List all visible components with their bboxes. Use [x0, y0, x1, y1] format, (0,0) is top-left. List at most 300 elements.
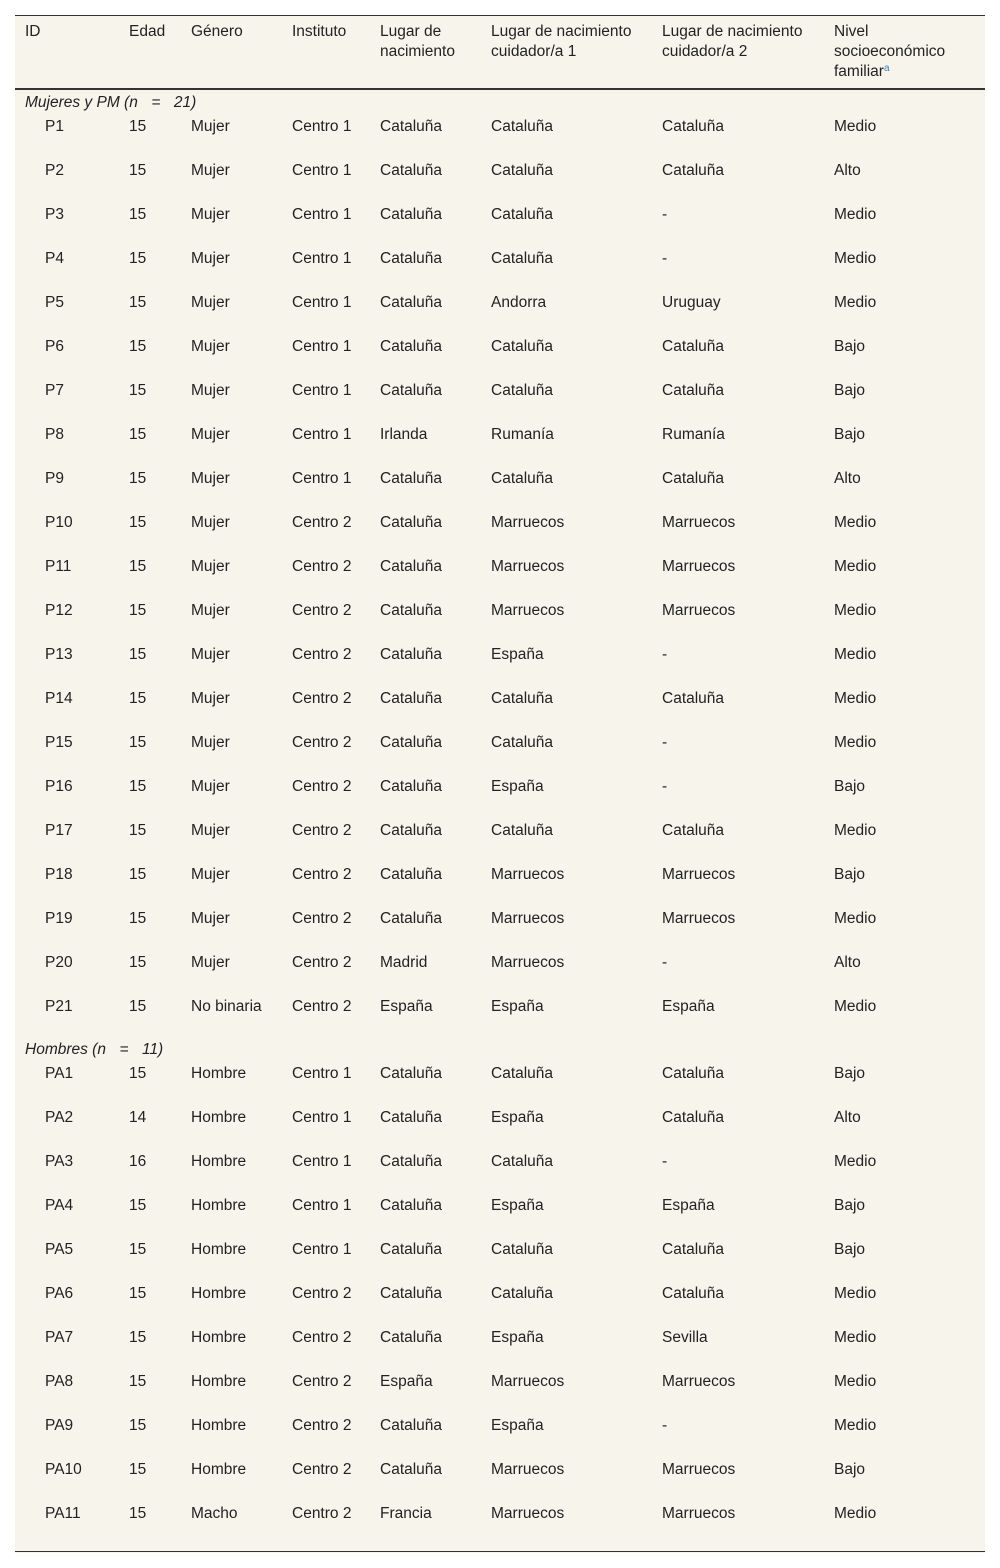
cell-id: P16: [45, 778, 73, 795]
cell-lugar-nacimiento: Madrid: [380, 954, 428, 971]
cell-instituto: Centro 2: [292, 778, 352, 795]
cell-edad: 15: [129, 1329, 147, 1346]
cell-edad: 15: [129, 162, 147, 179]
table-row: [15, 1368, 985, 1412]
cell-nivel: Medio: [834, 822, 877, 839]
cell-cuidador-1: España: [491, 1109, 544, 1126]
cell-cuidador-1: Marruecos: [491, 1373, 565, 1390]
cell-cuidador-2: Uruguay: [662, 294, 721, 311]
cell-nivel: Medio: [834, 514, 877, 531]
cell-cuidador-1: Rumanía: [491, 426, 554, 443]
table-row: [15, 245, 985, 289]
cell-genero: Mujer: [191, 118, 230, 135]
table-row: [15, 1104, 985, 1148]
cell-edad: 15: [129, 778, 147, 795]
cell-cuidador-2: -: [662, 778, 668, 795]
cell-id: P21: [45, 998, 73, 1015]
cell-instituto: Centro 1: [292, 1065, 352, 1082]
cell-lugar-nacimiento: Cataluña: [380, 1241, 443, 1258]
cell-nivel: Alto: [834, 1109, 861, 1126]
cell-instituto: Centro 1: [292, 1153, 352, 1170]
header-lugar-nacimiento: Lugar de nacimiento: [370, 16, 481, 90]
cell-instituto: Centro 1: [292, 1109, 352, 1126]
cell-cuidador-2: Marruecos: [662, 558, 736, 575]
cell-cuidador-1: Cataluña: [491, 470, 554, 487]
cell-cuidador-2: -: [662, 250, 668, 267]
group-label: [15, 89, 985, 113]
header-edad: Edad: [119, 16, 181, 90]
cell-id: PA3: [45, 1153, 74, 1170]
cell-edad: 15: [129, 602, 147, 619]
footnote-link[interactable]: a: [883, 63, 890, 74]
cell-id: P18: [45, 866, 73, 883]
cell-nivel: Medio: [834, 1329, 877, 1346]
cell-lugar-nacimiento: Cataluña: [380, 1329, 443, 1346]
cell-instituto: Centro 2: [292, 558, 352, 575]
table-row: [15, 949, 985, 993]
cell-id: P5: [45, 294, 64, 311]
cell-edad: 15: [129, 382, 147, 399]
cell-lugar-nacimiento: Cataluña: [380, 1285, 443, 1302]
cell-cuidador-2: -: [662, 734, 668, 751]
table-row: [15, 1456, 985, 1500]
cell-cuidador-1: Cataluña: [491, 822, 554, 839]
cell-edad: 15: [129, 294, 147, 311]
cell-instituto: Centro 2: [292, 1329, 352, 1346]
cell-edad: 15: [129, 338, 147, 355]
cell-cuidador-1: Marruecos: [491, 866, 565, 883]
cell-edad: 16: [129, 1153, 147, 1170]
table-bottom-rule: [15, 1551, 985, 1552]
cell-id: P11: [45, 558, 72, 575]
cell-id: PA11: [45, 1505, 81, 1522]
table-row: [15, 1500, 985, 1544]
cell-genero: Macho: [191, 1505, 238, 1522]
cell-instituto: Centro 2: [292, 646, 352, 663]
cell-edad: 15: [129, 426, 147, 443]
cell-id: P20: [45, 954, 73, 971]
cell-instituto: Centro 2: [292, 910, 352, 927]
cell-lugar-nacimiento: Cataluña: [380, 206, 443, 223]
cell-genero: Mujer: [191, 294, 230, 311]
cell-nivel: Bajo: [834, 426, 866, 443]
cell-nivel: Medio: [834, 1417, 877, 1434]
cell-cuidador-2: Cataluña: [662, 1285, 725, 1302]
cell-genero: Hombre: [191, 1329, 247, 1346]
cell-instituto: Centro 1: [292, 470, 352, 487]
cell-genero: Hombre: [191, 1065, 247, 1082]
cell-genero: Mujer: [191, 338, 230, 355]
cell-instituto: Centro 1: [292, 162, 352, 179]
cell-nivel: Medio: [834, 558, 877, 575]
cell-cuidador-1: España: [491, 1329, 544, 1346]
cell-genero: Mujer: [191, 426, 230, 443]
cell-cuidador-1: Marruecos: [491, 1461, 565, 1478]
cell-cuidador-1: Marruecos: [491, 558, 565, 575]
cell-edad: 15: [129, 1417, 147, 1434]
cell-id: P8: [45, 426, 64, 443]
cell-nivel: Medio: [834, 998, 877, 1015]
cell-id: PA9: [45, 1417, 74, 1434]
cell-id: P10: [45, 514, 73, 531]
cell-edad: 14: [129, 1109, 147, 1126]
cell-id: PA4: [45, 1197, 74, 1214]
cell-instituto: Centro 2: [292, 1373, 352, 1390]
group-row: [15, 1037, 985, 1060]
cell-id: P17: [45, 822, 73, 839]
cell-nivel: Medio: [834, 1505, 877, 1522]
table-row: [15, 641, 985, 685]
cell-cuidador-2: Cataluña: [662, 822, 725, 839]
cell-cuidador-2: España: [662, 1197, 715, 1214]
cell-id: P7: [45, 382, 64, 399]
cell-genero: Mujer: [191, 206, 230, 223]
cell-nivel: Alto: [834, 162, 861, 179]
cell-genero: Mujer: [191, 910, 230, 927]
cell-cuidador-2: Cataluña: [662, 118, 725, 135]
cell-cuidador-1: Marruecos: [491, 1505, 565, 1522]
cell-genero: Hombre: [191, 1461, 247, 1478]
cell-cuidador-1: Cataluña: [491, 338, 554, 355]
cell-edad: 15: [129, 866, 147, 883]
cell-cuidador-1: Cataluña: [491, 162, 554, 179]
cell-cuidador-1: Cataluña: [491, 690, 554, 707]
cell-nivel: Bajo: [834, 1461, 866, 1478]
table-row: [15, 465, 985, 509]
cell-genero: Hombre: [191, 1241, 247, 1258]
cell-genero: Mujer: [191, 646, 230, 663]
cell-lugar-nacimiento: Cataluña: [380, 822, 443, 839]
table-row: [15, 553, 985, 597]
table-row: [15, 1324, 985, 1368]
cell-edad: 15: [129, 206, 147, 223]
cell-genero: Mujer: [191, 954, 230, 971]
cell-cuidador-1: Marruecos: [491, 954, 565, 971]
cell-lugar-nacimiento: Cataluña: [380, 646, 443, 663]
cell-cuidador-1: Cataluña: [491, 1241, 554, 1258]
cell-id: PA6: [45, 1285, 74, 1302]
cell-genero: Mujer: [191, 470, 230, 487]
cell-cuidador-2: Cataluña: [662, 470, 725, 487]
cell-lugar-nacimiento: España: [380, 998, 433, 1015]
cell-id: P15: [45, 734, 73, 751]
cell-cuidador-2: -: [662, 1417, 668, 1434]
table-row: [15, 1280, 985, 1324]
cell-cuidador-2: Rumanía: [662, 426, 725, 443]
cell-genero: Mujer: [191, 822, 230, 839]
cell-instituto: Centro 2: [292, 690, 352, 707]
cell-id: PA2: [45, 1109, 74, 1126]
cell-lugar-nacimiento: Cataluña: [380, 558, 443, 575]
cell-genero: Hombre: [191, 1153, 247, 1170]
header-nivel-socioeconomico: [824, 16, 985, 90]
table-row: [15, 861, 985, 905]
cell-lugar-nacimiento: Cataluña: [380, 250, 443, 267]
cell-cuidador-1: España: [491, 778, 544, 795]
cell-id: P13: [45, 646, 73, 663]
cell-cuidador-1: Cataluña: [491, 118, 554, 135]
cell-nivel: Medio: [834, 646, 877, 663]
cell-cuidador-1: España: [491, 646, 544, 663]
participants-table: [15, 15, 985, 1544]
cell-instituto: Centro 1: [292, 118, 352, 135]
cell-edad: 15: [129, 998, 147, 1015]
cell-cuidador-1: Cataluña: [491, 250, 554, 267]
cell-nivel: Alto: [834, 954, 861, 971]
cell-nivel: Medio: [834, 734, 877, 751]
cell-lugar-nacimiento: Cataluña: [380, 1417, 443, 1434]
cell-id: PA7: [45, 1329, 74, 1346]
cell-cuidador-1: Cataluña: [491, 382, 554, 399]
cell-cuidador-2: Cataluña: [662, 338, 725, 355]
cell-id: P4: [45, 250, 64, 267]
cell-genero: Mujer: [191, 558, 230, 575]
cell-instituto: Centro 1: [292, 294, 352, 311]
cell-lugar-nacimiento: Cataluña: [380, 1461, 443, 1478]
cell-cuidador-1: Andorra: [491, 294, 547, 311]
cell-id: P14: [45, 690, 73, 707]
cell-nivel: Bajo: [834, 1197, 866, 1214]
cell-instituto: Centro 2: [292, 866, 352, 883]
cell-cuidador-2: Marruecos: [662, 1373, 736, 1390]
cell-nivel: Bajo: [834, 338, 866, 355]
cell-genero: Mujer: [191, 866, 230, 883]
cell-cuidador-1: Marruecos: [491, 602, 565, 619]
cell-edad: 15: [129, 1065, 147, 1082]
cell-instituto: Centro 2: [292, 1417, 352, 1434]
cell-lugar-nacimiento: Cataluña: [380, 514, 443, 531]
group-label-prefix: Hombres (n: [25, 1040, 106, 1058]
cell-lugar-nacimiento: Cataluña: [380, 1109, 443, 1126]
table-row: [15, 333, 985, 377]
group-label-count: 21): [173, 93, 197, 111]
table-row: [15, 685, 985, 729]
table-row: [15, 421, 985, 465]
table-row: [15, 1192, 985, 1236]
cell-cuidador-2: -: [662, 1153, 668, 1170]
cell-edad: 15: [129, 470, 147, 487]
cell-edad: 15: [129, 910, 147, 927]
cell-genero: Hombre: [191, 1373, 247, 1390]
cell-genero: Mujer: [191, 162, 230, 179]
header-nivel-label: Nivel socioeconómico familiar: [834, 23, 946, 80]
cell-id: P6: [45, 338, 64, 355]
header-row: [15, 16, 985, 90]
cell-lugar-nacimiento: Cataluña: [380, 1153, 443, 1170]
table-row: [15, 1148, 985, 1192]
cell-nivel: Alto: [834, 470, 861, 487]
cell-edad: 15: [129, 734, 147, 751]
cell-cuidador-2: Cataluña: [662, 1109, 725, 1126]
cell-nivel: Medio: [834, 910, 877, 927]
cell-edad: 15: [129, 690, 147, 707]
cell-cuidador-1: España: [491, 998, 544, 1015]
cell-cuidador-1: Marruecos: [491, 514, 565, 531]
cell-nivel: Bajo: [834, 382, 866, 399]
cell-id: P12: [45, 602, 73, 619]
cell-nivel: Medio: [834, 602, 877, 619]
cell-cuidador-1: Cataluña: [491, 206, 554, 223]
cell-edad: 15: [129, 1373, 147, 1390]
group-label: [15, 1037, 985, 1060]
cell-lugar-nacimiento: Cataluña: [380, 602, 443, 619]
cell-lugar-nacimiento: Cataluña: [380, 338, 443, 355]
table-row: [15, 157, 985, 201]
cell-edad: 15: [129, 646, 147, 663]
cell-edad: 15: [129, 514, 147, 531]
cell-nivel: Bajo: [834, 778, 866, 795]
header-cuidador-1: Lugar de nacimiento cuidador/a 1: [481, 16, 652, 90]
cell-lugar-nacimiento: Cataluña: [380, 118, 443, 135]
cell-instituto: Centro 2: [292, 1505, 352, 1522]
cell-genero: Mujer: [191, 690, 230, 707]
cell-instituto: Centro 2: [292, 602, 352, 619]
cell-edad: 15: [129, 954, 147, 971]
cell-cuidador-2: Marruecos: [662, 1505, 736, 1522]
cell-cuidador-2: Marruecos: [662, 1461, 736, 1478]
table-row: [15, 509, 985, 553]
table-row: [15, 905, 985, 949]
cell-cuidador-1: España: [491, 1417, 544, 1434]
cell-edad: 15: [129, 1285, 147, 1302]
header-cuidador-2: Lugar de nacimiento cuidador/a 2: [652, 16, 824, 90]
cell-nivel: Medio: [834, 1285, 877, 1302]
cell-lugar-nacimiento: Cataluña: [380, 382, 443, 399]
cell-genero: Hombre: [191, 1417, 247, 1434]
table-row: [15, 817, 985, 861]
cell-id: PA1: [45, 1065, 74, 1082]
table-row: [15, 289, 985, 333]
cell-cuidador-2: Sevilla: [662, 1329, 708, 1346]
cell-id: P1: [45, 118, 64, 135]
cell-instituto: Centro 1: [292, 426, 352, 443]
cell-cuidador-2: Marruecos: [662, 866, 736, 883]
cell-id: P19: [45, 910, 73, 927]
cell-nivel: Bajo: [834, 1065, 866, 1082]
cell-lugar-nacimiento: Cataluña: [380, 470, 443, 487]
cell-lugar-nacimiento: Cataluña: [380, 162, 443, 179]
cell-nivel: Medio: [834, 690, 877, 707]
cell-lugar-nacimiento: Cataluña: [380, 734, 443, 751]
cell-edad: 15: [129, 558, 147, 575]
cell-cuidador-2: España: [662, 998, 715, 1015]
cell-cuidador-2: Cataluña: [662, 382, 725, 399]
group-row: [15, 89, 985, 113]
cell-genero: Mujer: [191, 734, 230, 751]
cell-instituto: Centro 2: [292, 1285, 352, 1302]
table-row: [15, 597, 985, 641]
cell-instituto: Centro 1: [292, 1197, 352, 1214]
group-label-prefix: Mujeres y PM (n: [25, 93, 138, 111]
cell-nivel: Medio: [834, 1153, 877, 1170]
cell-genero: Hombre: [191, 1109, 247, 1126]
cell-edad: 15: [129, 1197, 147, 1214]
cell-genero: Hombre: [191, 1197, 247, 1214]
cell-nivel: Medio: [834, 250, 877, 267]
cell-lugar-nacimiento: España: [380, 1373, 433, 1390]
cell-cuidador-2: -: [662, 646, 668, 663]
table-row: [15, 1412, 985, 1456]
cell-edad: 15: [129, 822, 147, 839]
cell-lugar-nacimiento: Cataluña: [380, 690, 443, 707]
group-label-equals: =: [119, 1040, 129, 1058]
cell-instituto: Centro 1: [292, 206, 352, 223]
cell-genero: Mujer: [191, 382, 230, 399]
cell-cuidador-2: -: [662, 206, 668, 223]
cell-id: PA10: [45, 1461, 82, 1478]
cell-id: PA5: [45, 1241, 74, 1258]
cell-cuidador-2: Cataluña: [662, 1241, 725, 1258]
cell-genero: Mujer: [191, 602, 230, 619]
cell-nivel: Bajo: [834, 1241, 866, 1258]
table-row: [15, 773, 985, 817]
cell-edad: 15: [129, 118, 147, 135]
cell-genero: Hombre: [191, 1285, 247, 1302]
cell-cuidador-2: Cataluña: [662, 1065, 725, 1082]
cell-lugar-nacimiento: Cataluña: [380, 1065, 443, 1082]
cell-instituto: Centro 2: [292, 734, 352, 751]
cell-instituto: Centro 1: [292, 382, 352, 399]
cell-nivel: Medio: [834, 118, 877, 135]
cell-instituto: Centro 1: [292, 1241, 352, 1258]
cell-id: P9: [45, 470, 64, 487]
cell-edad: 15: [129, 250, 147, 267]
cell-edad: 15: [129, 1505, 147, 1522]
cell-cuidador-1: Marruecos: [491, 910, 565, 927]
cell-nivel: Medio: [834, 294, 877, 311]
cell-nivel: Medio: [834, 206, 877, 223]
table-row: [15, 377, 985, 421]
cell-cuidador-2: -: [662, 954, 668, 971]
cell-instituto: Centro 1: [292, 338, 352, 355]
cell-id: P3: [45, 206, 64, 223]
table-row: [15, 1236, 985, 1280]
cell-id: P2: [45, 162, 64, 179]
cell-lugar-nacimiento: Francia: [380, 1505, 432, 1522]
cell-cuidador-2: Marruecos: [662, 602, 736, 619]
cell-genero: Mujer: [191, 778, 230, 795]
cell-genero: Mujer: [191, 514, 230, 531]
cell-nivel: Bajo: [834, 866, 866, 883]
cell-lugar-nacimiento: Irlanda: [380, 426, 428, 443]
group-label-equals: =: [151, 93, 161, 111]
header-id: ID: [15, 16, 119, 90]
cell-cuidador-2: Cataluña: [662, 690, 725, 707]
cell-lugar-nacimiento: Cataluña: [380, 294, 443, 311]
cell-genero: No binaria: [191, 998, 262, 1015]
table-row: [15, 113, 985, 157]
cell-cuidador-1: España: [491, 1197, 544, 1214]
table-body: [15, 89, 985, 1544]
cell-lugar-nacimiento: Cataluña: [380, 910, 443, 927]
cell-cuidador-2: Marruecos: [662, 910, 736, 927]
cell-instituto: Centro 2: [292, 954, 352, 971]
header-genero: Género: [181, 16, 282, 90]
header-instituto: Instituto: [282, 16, 370, 90]
table-row: [15, 201, 985, 245]
cell-instituto: Centro 2: [292, 1461, 352, 1478]
group-label-count: 11): [141, 1040, 164, 1058]
cell-lugar-nacimiento: Cataluña: [380, 778, 443, 795]
cell-lugar-nacimiento: Cataluña: [380, 866, 443, 883]
cell-instituto: Centro 2: [292, 822, 352, 839]
cell-cuidador-2: Cataluña: [662, 162, 725, 179]
cell-edad: 15: [129, 1461, 147, 1478]
cell-instituto: Centro 2: [292, 514, 352, 531]
cell-nivel: Medio: [834, 1373, 877, 1390]
cell-cuidador-1: Cataluña: [491, 1285, 554, 1302]
cell-instituto: Centro 2: [292, 998, 352, 1015]
